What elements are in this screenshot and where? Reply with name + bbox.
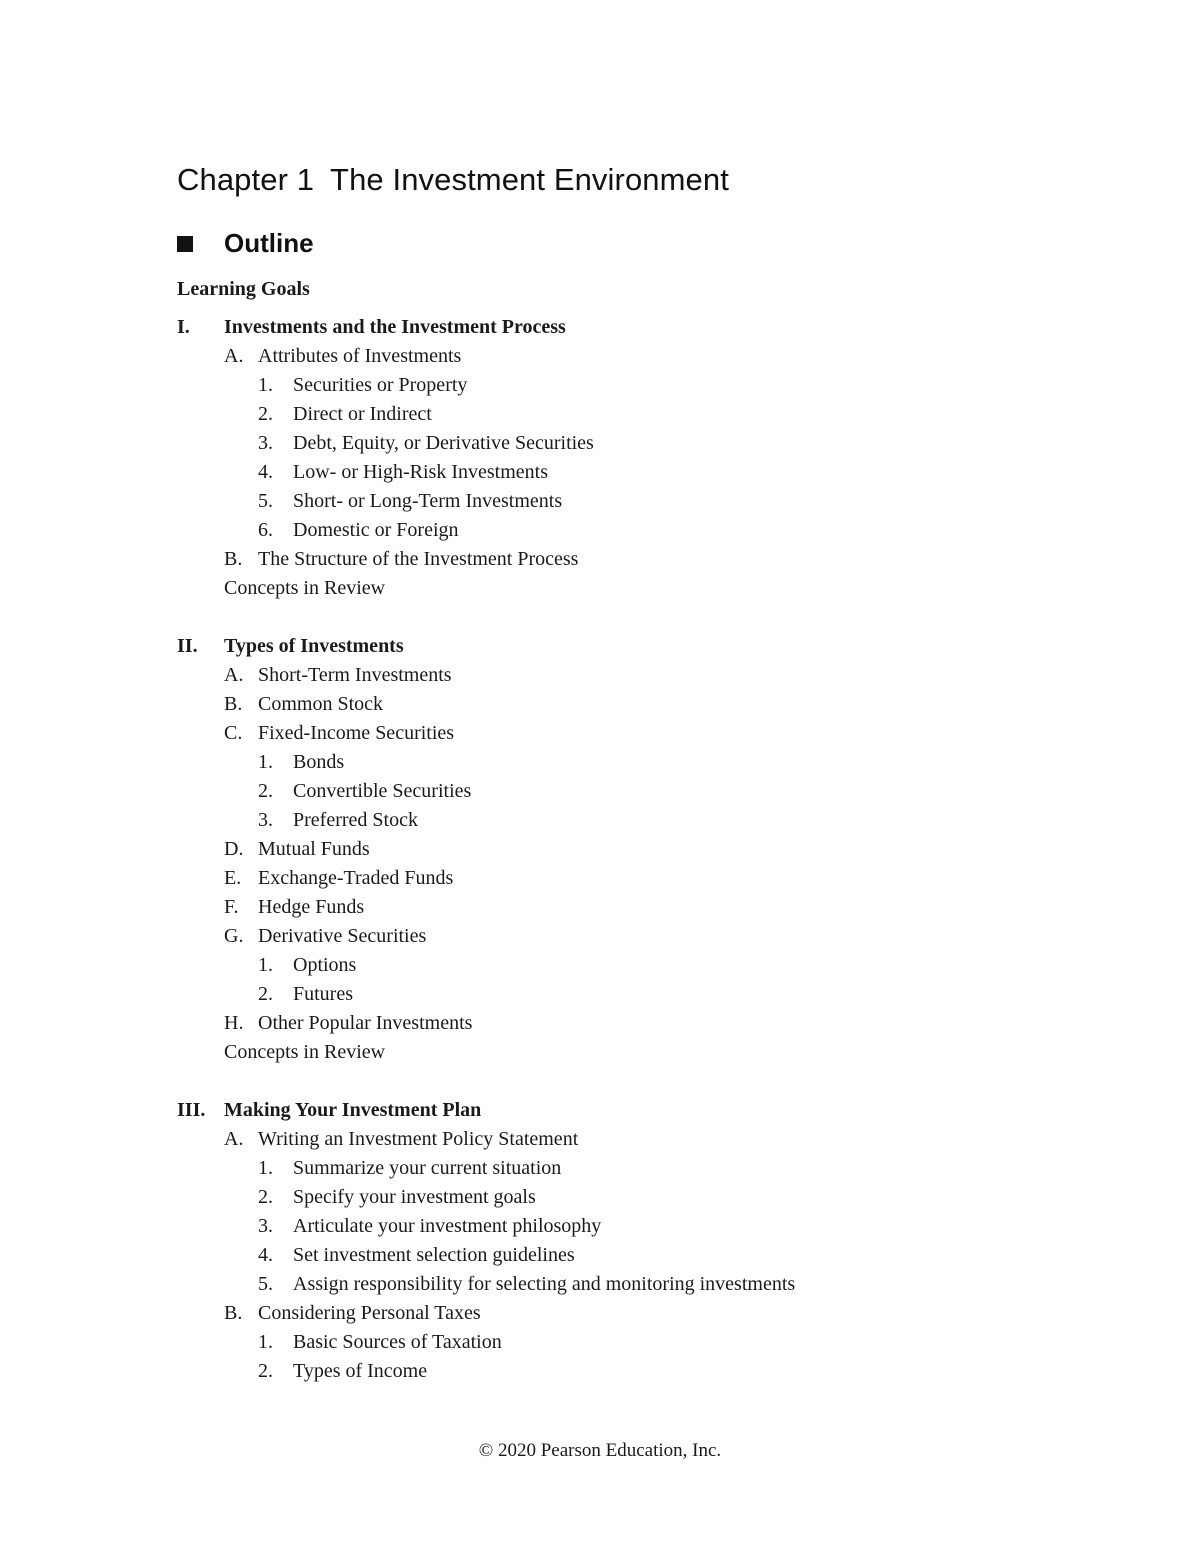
outline-item-text: Writing an Investment Policy Statement [258,1128,579,1150]
outline-item-text: Fixed-Income Securities [258,722,455,744]
outline-subitem-marker: 4. [258,461,273,483]
outline-subitem [0,980,1200,1009]
outline-subitem-text: Debt, Equity, or Derivative Securities [293,432,594,454]
outline-item-marker: A. [224,345,244,367]
outline-item-marker: G. [224,925,244,947]
section-heading-text: Investments and the Investment Process [224,316,566,338]
concepts-in-review [0,1038,1200,1067]
copyright-footer: © 2020 Pearson Education, Inc. [478,1440,722,1461]
outline-heading-text: Outline [224,228,314,258]
outline-subitem [0,516,1200,545]
outline-subitem [0,951,1200,980]
outline-item-marker: D. [224,838,244,860]
concepts-in-review-text: Concepts in Review [224,577,386,599]
outline-subitem [0,458,1200,487]
outline-item-text: Hedge Funds [258,896,365,918]
outline-subitem-text: Types of Income [293,1360,428,1382]
outline-item-marker: A. [224,1128,244,1150]
outline-subitem-text: Domestic or Foreign [293,519,459,541]
outline-subitem-marker: 3. [258,809,273,831]
outline-item-text: Mutual Funds [258,838,370,860]
outline-subitem-text: Futures [293,983,353,1005]
outline-subitem-text: Basic Sources of Taxation [293,1331,502,1353]
outline-heading [177,228,314,259]
outline-item-text: Considering Personal Taxes [258,1302,481,1324]
section-heading-marker: I. [177,316,190,338]
outline-item-text: Attributes of Investments [258,345,462,367]
outline-item [0,1299,1200,1328]
outline-item-text: The Structure of the Investment Process [258,548,579,570]
learning-goals-heading: Learning Goals [177,278,310,300]
concepts-in-review-text: Concepts in Review [224,1041,386,1063]
outline-subitem [0,748,1200,777]
outline-item-text: Derivative Securities [258,925,427,947]
outline-item-marker: B. [224,548,243,570]
section-heading [0,632,1200,661]
outline-item [0,719,1200,748]
section-heading-marker: II. [177,635,198,657]
section-heading [0,1096,1200,1125]
outline-subitem [0,806,1200,835]
outline-item [0,690,1200,719]
square-bullet-icon [177,236,193,252]
outline-subitem-marker: 2. [258,403,273,425]
outline-subitem [0,400,1200,429]
outline-subitem-text: Summarize your current situation [293,1157,562,1179]
outline-subitem-text: Convertible Securities [293,780,472,802]
outline-subitem-text: Assign responsibility for selecting and monitoring investments [293,1273,796,1295]
outline-item [0,835,1200,864]
outline-section [0,1096,1200,1386]
outline-subitem-marker: 2. [258,1360,273,1382]
outline-item [0,661,1200,690]
outline-subitem [0,487,1200,516]
outline-subitem-marker: 6. [258,519,273,541]
outline-item-text: Short-Term Investments [258,664,452,686]
outline-subitem-marker: 5. [258,1273,273,1295]
outline-subitem-marker: 1. [258,1331,273,1353]
outline-section [0,632,1200,1067]
outline-subitem-marker: 4. [258,1244,273,1266]
outline-subitem-text: Short- or Long-Term Investments [293,490,563,512]
section-heading-text: Making Your Investment Plan [224,1099,482,1121]
outline-item-marker: A. [224,664,244,686]
outline-subitem-text: Bonds [293,751,345,773]
outline-item [0,922,1200,951]
outline-item-marker: E. [224,867,242,889]
outline-item-text: Exchange-Traded Funds [258,867,454,889]
outline-item-marker: B. [224,1302,243,1324]
outline-subitem-marker: 2. [258,983,273,1005]
chapter-name: The Investment Environment [330,162,729,197]
outline-subitem [0,1183,1200,1212]
section-heading-marker: III. [177,1099,206,1121]
outline-item [0,545,1200,574]
outline-section [0,313,1200,603]
concepts-in-review [0,574,1200,603]
outline-subitem-text: Direct or Indirect [293,403,432,425]
outline-subitem-text: Specify your investment goals [293,1186,536,1208]
outline-subitem-marker: 2. [258,780,273,802]
outline-item [0,1125,1200,1154]
outline-subitem [0,1241,1200,1270]
outline-subitem-text: Preferred Stock [293,809,418,831]
outline-subitem [0,371,1200,400]
outline-subitem [0,1154,1200,1183]
outline-item-text: Common Stock [258,693,384,715]
outline-subitem [0,1357,1200,1386]
outline-subitem-marker: 5. [258,490,273,512]
outline-item [0,864,1200,893]
outline-item [0,1009,1200,1038]
section-heading-text: Types of Investments [224,635,404,657]
outline-subitem [0,1212,1200,1241]
outline-subitem-text: Articulate your investment philosophy [293,1215,602,1237]
outline-subitem-marker: 2. [258,1186,273,1208]
outline-subitem [0,1270,1200,1299]
outline-item [0,342,1200,371]
outline-subitem-text: Options [293,954,357,976]
outline-subitem [0,777,1200,806]
chapter-number: Chapter 1 [177,162,315,197]
outline-item-marker: F. [224,896,239,918]
outline-list [0,313,1200,1415]
outline-subitem-marker: 1. [258,954,273,976]
outline-subitem-text: Securities or Property [293,374,468,396]
section-heading [0,313,1200,342]
outline-subitem [0,1328,1200,1357]
outline-subitem-text: Set investment selection guidelines [293,1244,575,1266]
outline-item-marker: H. [224,1012,244,1034]
outline-subitem-text: Low- or High-Risk Investments [293,461,548,483]
outline-subitem-marker: 3. [258,432,273,454]
outline-subitem-marker: 1. [258,1157,273,1179]
chapter-title [177,162,729,198]
outline-subitem-marker: 1. [258,751,273,773]
outline-item-marker: C. [224,722,243,744]
outline-item [0,893,1200,922]
outline-subitem-marker: 3. [258,1215,273,1237]
outline-item-text: Other Popular Investments [258,1012,473,1034]
outline-subitem [0,429,1200,458]
outline-item-marker: B. [224,693,243,715]
outline-subitem-marker: 1. [258,374,273,396]
